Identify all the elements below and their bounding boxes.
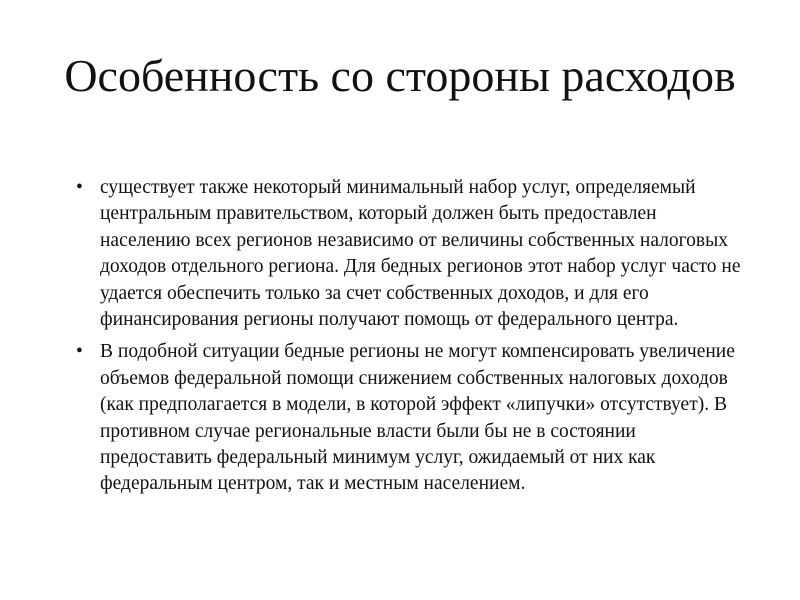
slide-title: Особенность со стороны расходов bbox=[64, 50, 736, 101]
bullet-item-2 bbox=[74, 339, 746, 497]
bullet-marker-icon: • bbox=[76, 177, 83, 198]
bullet-marker-icon: • bbox=[76, 341, 83, 363]
bullet-text-2: В подобной ситуации бедные регионы не могут компенсировать увеличение объемов федеральной помощи снижением собственных налоговых доходов (как предполагается в модели, в которой эффект «липучки» отсутствует). В противном случае региональные власти были бы не в состоянии предоставить федеральный минимум услуг, ожидаемый от них как федеральным центром, так и местным населением. bbox=[100, 341, 735, 495]
bullet-list bbox=[74, 175, 746, 504]
bullet-item-1 bbox=[74, 175, 746, 333]
bullet-text-1: существует также некоторый минимальный набор услуг, определяемый центральным правительством, который должен быть предоставлен населению всех регионов независимо от величины собственных налоговых доходов отдельного региона. Для бедных регионов этот набор услуг часто не удается обеспечить только за счет собственных доходов, и для его финансирования регионы получают помощь от федерального центра. bbox=[100, 177, 741, 331]
